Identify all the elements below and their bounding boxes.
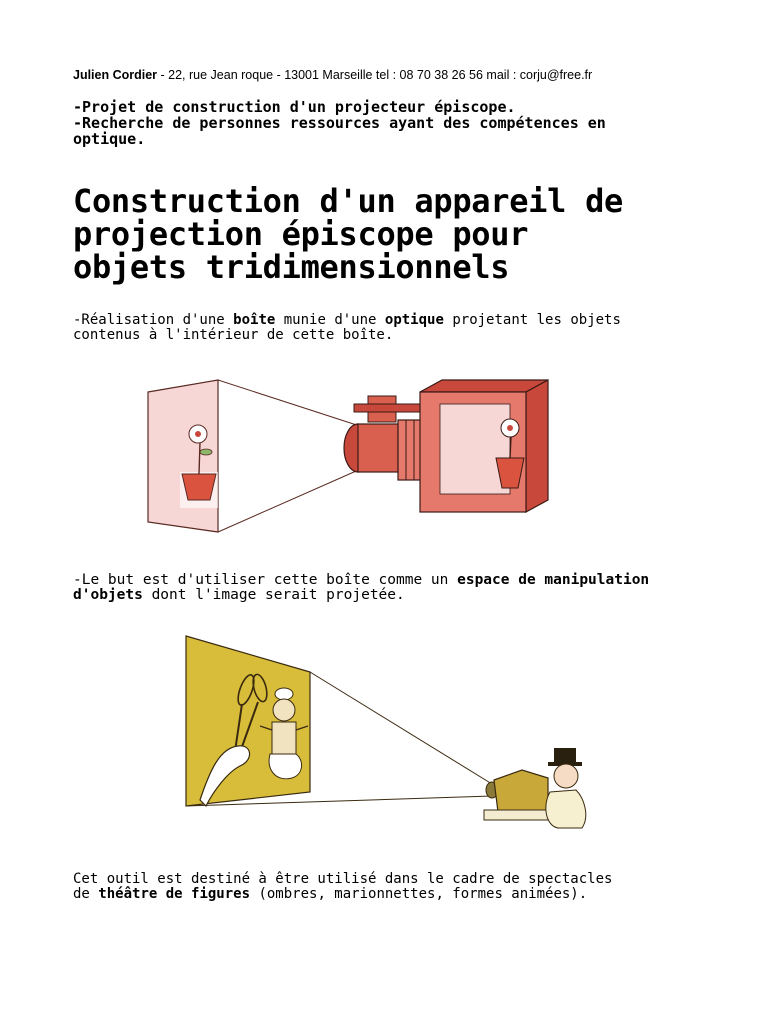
emphasis-box: boîte <box>233 312 276 328</box>
emphasis-figure-theatre: théâtre de figures <box>98 886 251 902</box>
paragraph-manipulation-space <box>73 573 649 603</box>
author-name: Julien Cordier <box>73 68 158 82</box>
title-line-2: projection épiscope pour <box>73 215 529 253</box>
paragraph-3-line-2 <box>73 887 612 902</box>
text-span: de <box>73 886 99 902</box>
paragraph-2-line-2 <box>73 588 649 603</box>
puppet-projection-illustration <box>180 630 600 840</box>
text-span: munie d'une <box>275 312 385 328</box>
intro-block <box>73 99 606 147</box>
text-span: -Réalisation d'une <box>73 312 234 328</box>
paragraph-2-line-1 <box>73 573 649 588</box>
emphasis-objects: d'objets <box>73 587 143 603</box>
operator-figure-icon <box>546 748 586 828</box>
title-line-3: objets tridimensionnels <box>73 248 510 286</box>
contact-line <box>73 68 592 82</box>
text-span: projetant les objets <box>443 312 621 328</box>
paragraph-1-line-1 <box>73 313 621 328</box>
intro-line-1: -Projet de construction d'un projecteur épiscope. <box>73 98 516 116</box>
contact-details: - 22, rue Jean roque - 13001 Marseille tel : 08 70 38 26 56 mail : corju@free.fr <box>157 68 593 82</box>
paragraph-figure-theatre <box>73 872 612 902</box>
title-line-1: Construction d'un appareil de <box>73 182 624 220</box>
projector-box <box>420 380 548 512</box>
intro-line-2: -Recherche de personnes ressources ayant des compétences en <box>73 114 606 132</box>
box-projector-illustration <box>140 372 560 542</box>
small-projector-icon <box>484 770 556 820</box>
emphasis-optics: optique <box>384 312 444 328</box>
emphasis-manipulation: espace de manipulation <box>457 572 650 588</box>
text-span: -Le but est d'utiliser cette boîte comme un <box>73 572 458 588</box>
page-title <box>73 182 624 286</box>
yellow-projection-screen <box>186 636 310 806</box>
paragraph-3-line-1: Cet outil est destiné à être utilisé dans le cadre de spectacles <box>73 871 613 887</box>
text-span: dont l'image serait projetée. <box>142 587 405 603</box>
text-span: (ombres, marionnettes, formes animées). <box>250 886 588 902</box>
intro-line-3: optique. <box>73 130 146 148</box>
paragraph-box-optics <box>73 313 621 343</box>
paragraph-1-line-2: contenus à l'intérieur de cette boîte. <box>73 327 394 343</box>
projection-screen <box>148 380 218 532</box>
